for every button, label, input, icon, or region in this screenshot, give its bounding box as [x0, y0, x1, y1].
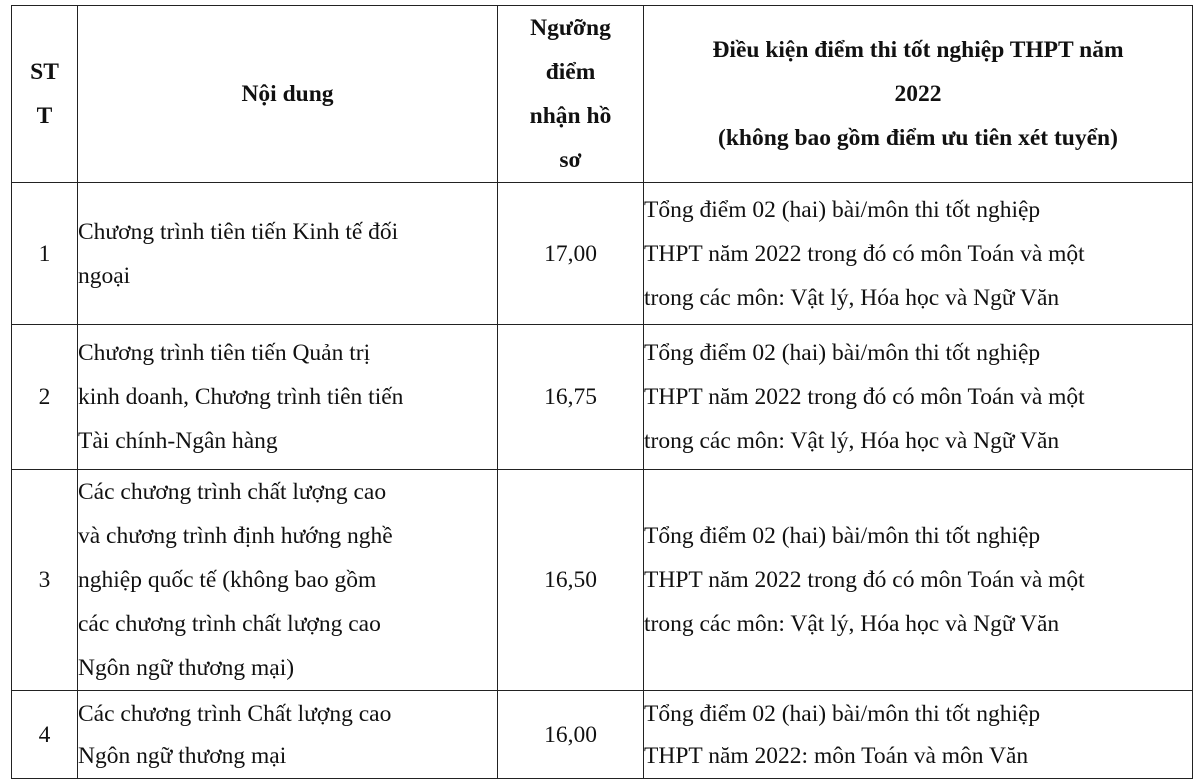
header-stt-line-1: ST — [30, 59, 59, 85]
row-condition-line: THPT năm 2022 trong đó có môn Toán và một — [644, 240, 1085, 267]
row-condition-line: trong các môn: Vật lý, Hóa học và Ngữ Văn — [644, 284, 1060, 311]
row-content-line: Các chương trình chất lượng cao — [78, 479, 387, 505]
header-threshold-line-4: sơ — [559, 147, 582, 173]
row-condition-line: Tổng điểm 02 (hai) bài/môn thi tốt nghiệp — [644, 523, 1041, 549]
row-content-line: và chương trình định hướng nghề — [78, 523, 393, 549]
row-content-line: Chương trình tiên tiến Quản trị — [78, 340, 371, 366]
row-condition-line: Tổng điểm 02 (hai) bài/môn thi tốt nghiệp — [644, 700, 1041, 727]
header-threshold-line-3: nhận hồ — [529, 103, 612, 129]
row-content — [78, 691, 498, 779]
row-content — [78, 470, 498, 691]
row-threshold: 16,50 — [498, 470, 644, 691]
row-content-line: Chương trình tiên tiến Kinh tế đối — [78, 218, 399, 245]
row-condition-line: trong các môn: Vật lý, Hóa học và Ngữ Văn — [644, 428, 1060, 454]
row-condition — [644, 183, 1193, 325]
row-condition — [644, 691, 1193, 779]
row-threshold: 16,00 — [498, 691, 644, 779]
row-condition — [644, 325, 1193, 470]
header-condition-line-1: Điều kiện điểm thi tốt nghiệp THPT năm — [712, 37, 1124, 63]
row-content-line: kinh doanh, Chương trình tiên tiến — [78, 384, 404, 410]
admission-score-table — [11, 5, 1193, 779]
row-threshold: 17,00 — [498, 183, 644, 325]
table-row — [12, 470, 1193, 691]
header-threshold-line-1: Ngưỡng — [530, 15, 611, 41]
row-condition-line: Tổng điểm 02 (hai) bài/môn thi tốt nghiệp — [644, 196, 1041, 223]
table-row — [12, 325, 1193, 470]
row-stt: 1 — [12, 183, 78, 325]
row-content-line: Các chương trình Chất lượng cao — [78, 700, 392, 727]
row-content-line: Ngôn ngữ thương mại) — [78, 655, 295, 681]
row-content — [78, 183, 498, 325]
header-condition — [644, 6, 1193, 183]
row-condition — [644, 470, 1193, 691]
row-content-line: ngoại — [78, 262, 131, 289]
row-stt: 2 — [12, 325, 78, 470]
row-condition-line: THPT năm 2022 trong đó có môn Toán và một — [644, 567, 1085, 593]
header-threshold — [498, 6, 644, 183]
header-stt-line-2: T — [36, 103, 53, 129]
header-content: Nội dung — [78, 6, 498, 183]
row-threshold: 16,75 — [498, 325, 644, 470]
row-condition-line: Tổng điểm 02 (hai) bài/môn thi tốt nghiệp — [644, 340, 1041, 366]
row-content — [78, 325, 498, 470]
row-stt: 3 — [12, 470, 78, 691]
header-stt — [12, 6, 78, 183]
table-row — [12, 691, 1193, 779]
header-threshold-line-2: điểm — [545, 59, 596, 85]
row-content-line: nghiệp quốc tế (không bao gồm — [78, 567, 377, 593]
row-content-line: Ngôn ngữ thương mại — [78, 742, 287, 769]
header-row — [12, 6, 1193, 183]
row-content-line: các chương trình chất lượng cao — [78, 611, 381, 637]
header-condition-line-2: 2022 — [894, 81, 942, 107]
row-condition-line: THPT năm 2022: môn Toán và môn Văn — [644, 742, 1029, 769]
row-condition-line: THPT năm 2022 trong đó có môn Toán và một — [644, 384, 1085, 410]
table-row — [12, 183, 1193, 325]
header-condition-line-3: (không bao gồm điểm ưu tiên xét tuyển) — [718, 125, 1118, 151]
row-condition-line: trong các môn: Vật lý, Hóa học và Ngữ Văn — [644, 611, 1060, 637]
row-content-line: Tài chính-Ngân hàng — [78, 428, 278, 454]
row-stt: 4 — [12, 691, 78, 779]
